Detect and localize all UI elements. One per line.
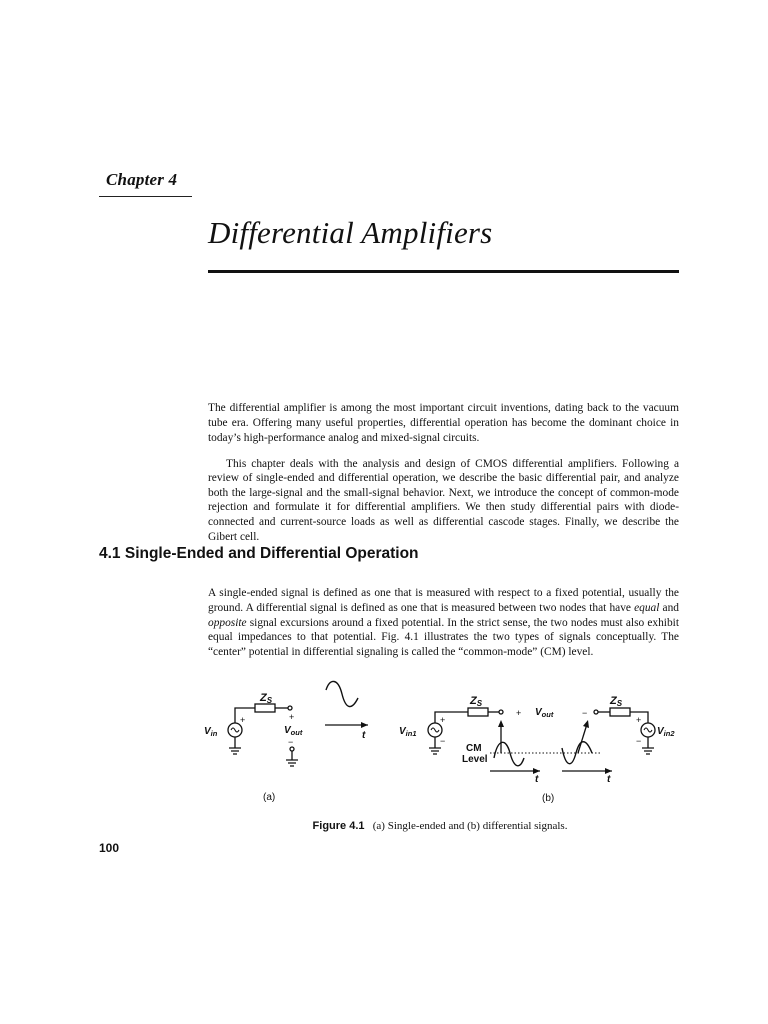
- arrow-icon: [361, 722, 368, 728]
- arrow-icon: [583, 720, 589, 728]
- time-label-a: t: [362, 730, 366, 741]
- time-label-b2: t: [607, 774, 611, 785]
- vout-label-b: $V_{out}$: [535, 707, 554, 719]
- chapter-label: Chapter 4: [106, 170, 178, 189]
- sine-wave-icon: [562, 742, 592, 764]
- section-heading: 4.1 Single-Ended and Differential Operation: [99, 545, 419, 562]
- impedance-icon: [610, 708, 630, 716]
- output-node-icon: [288, 706, 292, 710]
- figure-caption-text: (a) Single-ended and (b) differential signals.: [372, 820, 568, 832]
- plus-sign: +: [636, 715, 642, 725]
- intro-text: [208, 390, 679, 556]
- vin2-label: $V_{in2}$: [657, 726, 675, 738]
- vin1-label: $V_{in1}$: [399, 726, 417, 738]
- section-paragraph: A single-ended signal is defined as one that is measured with respect to a fixed potential, usually the ground. A differential signal is defined as one that is measured between two nodes that have equal and opposite signal excursions around a fixed potential. In the strict sense, the two nodes must also exhibit equal impedances to that potential. Fig. 4.1 illustrates the two types of signals conceptually. The “center” potential in differential signaling is called the “common-mode” (CM) level.: [208, 587, 679, 658]
- intro-paragraph-2: This chapter deals with the analysis and design of CMOS differential amplifiers. Following a review of single-ended and differential operation, we describe the basic differential pair, and analyze both the large-signal and the small-signal behavior. Next, we introduce the concept of common-mode rejection and formulate it for differential amplifiers. We then study differential pairs with diode-connected and current-source loads as well as differential cascode stages. Finally, we describe the Gibert cell.: [208, 457, 679, 543]
- sine-wave-icon: [494, 742, 524, 765]
- plus-sign: +: [516, 708, 522, 718]
- title-rule: [208, 270, 679, 273]
- plus-sign: +: [240, 715, 246, 725]
- figure-caption: [200, 820, 680, 832]
- chapter-underline: [99, 196, 192, 197]
- level-label: Level: [462, 754, 488, 765]
- subfigure-label-b: (b): [542, 793, 555, 804]
- output-node-icon: [594, 710, 598, 714]
- minus-sign: −: [440, 736, 446, 746]
- figure-4-1: [200, 668, 680, 813]
- plus-sign: +: [289, 712, 295, 722]
- ground-icon: [642, 737, 654, 754]
- intro-paragraph-1: The differential amplifier is among the most important circuit inventions, dating back to the vacuum tube era. Offering many useful properties, differential operation has become the dominant choice in today’s high-performance analog and mixed-signal circuits.: [208, 402, 679, 444]
- minus-sign: −: [582, 708, 588, 718]
- ground-icon: [286, 751, 298, 766]
- sine-wave-icon: [326, 681, 358, 706]
- cm-label: CM: [466, 743, 482, 754]
- zs-label-a: ZS: [260, 692, 273, 705]
- chapter-title: Differential Amplifiers: [208, 215, 493, 250]
- impedance-icon: [468, 708, 488, 716]
- figure-number: Figure 4.1: [312, 820, 365, 832]
- output-node-icon: [499, 710, 503, 714]
- impedance-icon: [255, 704, 275, 712]
- zs-label-b-right: ZS: [610, 695, 623, 708]
- vout-label-a: $V_{out}$: [284, 725, 303, 737]
- vin-label: $V_{in}$: [204, 726, 218, 738]
- ground-icon: [229, 737, 241, 754]
- time-label-b1: t: [535, 774, 539, 785]
- section-body: [208, 575, 679, 671]
- minus-sign: −: [636, 736, 642, 746]
- minus-sign: −: [288, 737, 294, 747]
- plus-sign: +: [440, 715, 446, 725]
- page-number: 100: [99, 841, 120, 855]
- zs-label-b-left: ZS: [470, 695, 483, 708]
- arrow-icon: [498, 720, 504, 727]
- subfigure-label-a: (a): [263, 792, 276, 803]
- figure-a-circuit: [228, 681, 368, 766]
